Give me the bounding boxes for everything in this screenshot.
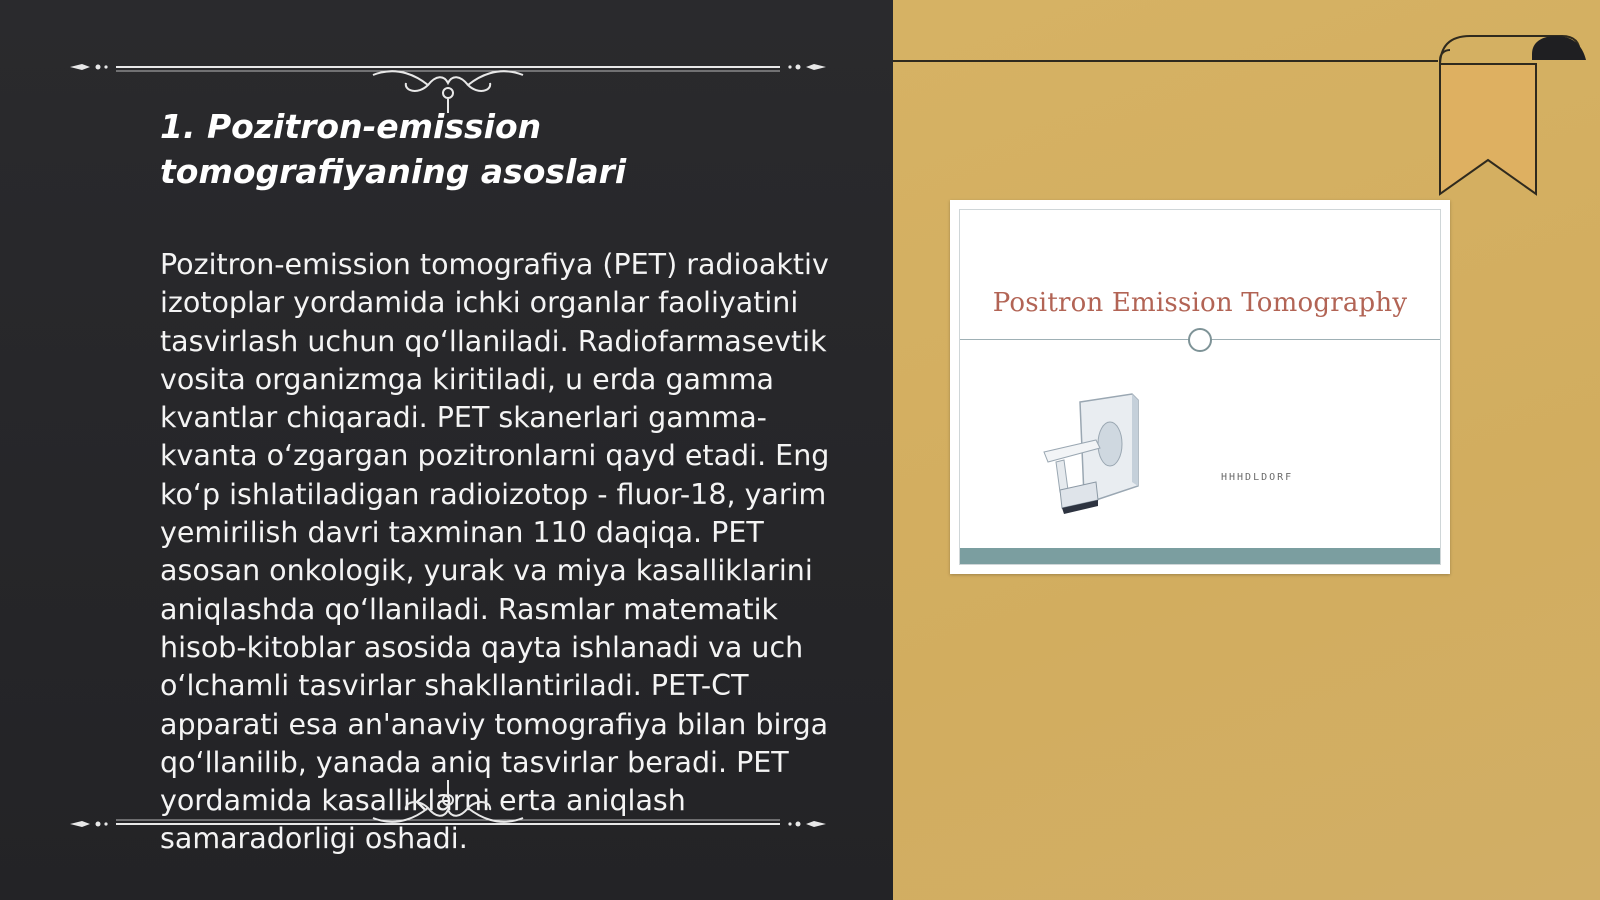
bookmark-ribbon-icon	[1430, 34, 1600, 200]
pet-image-frame	[959, 209, 1441, 565]
divider-line	[893, 60, 1438, 62]
pet-scanner-icon	[1038, 390, 1158, 520]
circle-icon	[1188, 328, 1212, 352]
bottom-ornament	[68, 778, 828, 838]
slide-body-text: Pozitron-emission tomografiya (PET) radioaktiv izotoplar yordamida ichki organlar faoliyatini tasvirlash uchun qo‘llaniladi. Radiofarmasevtik vosita organizmga kiritiladi, u erda gamma kvantlar chiqaradi. PET skanerlari gamma-kvanta o‘zgargan pozitronlarni qayd etadi. Eng ko‘p ishlatiladigan radioizotop - fluor-18, yarim yemirilish davri taxminan 110 daqiqa. PET asosan onkologik, yurak va miya kasalliklarini aniqlashda qo‘llaniladi. Rasmlar matematik hisob-kitoblar asosida qayta ishlanadi va uch o‘lchamli tasvirlar shakllantiriladi. PET-CT apparati esa an'anaviy tomografiya bilan birga qo‘llanilib, yanada aniq tasvirlar beradi. PET yordamida kasalliklarni erta aniqlash samaradorligi oshadi.	[160, 248, 830, 856]
pet-image-footer-bar	[960, 548, 1440, 564]
pet-image-title: Positron Emission Tomography	[992, 288, 1408, 318]
pet-image-card	[950, 200, 1450, 574]
slide-title: 1. Pozitron-emission tomografiyaning asoslari	[160, 107, 627, 191]
pet-image-subtitle: HHHDLDORF	[1221, 472, 1294, 483]
